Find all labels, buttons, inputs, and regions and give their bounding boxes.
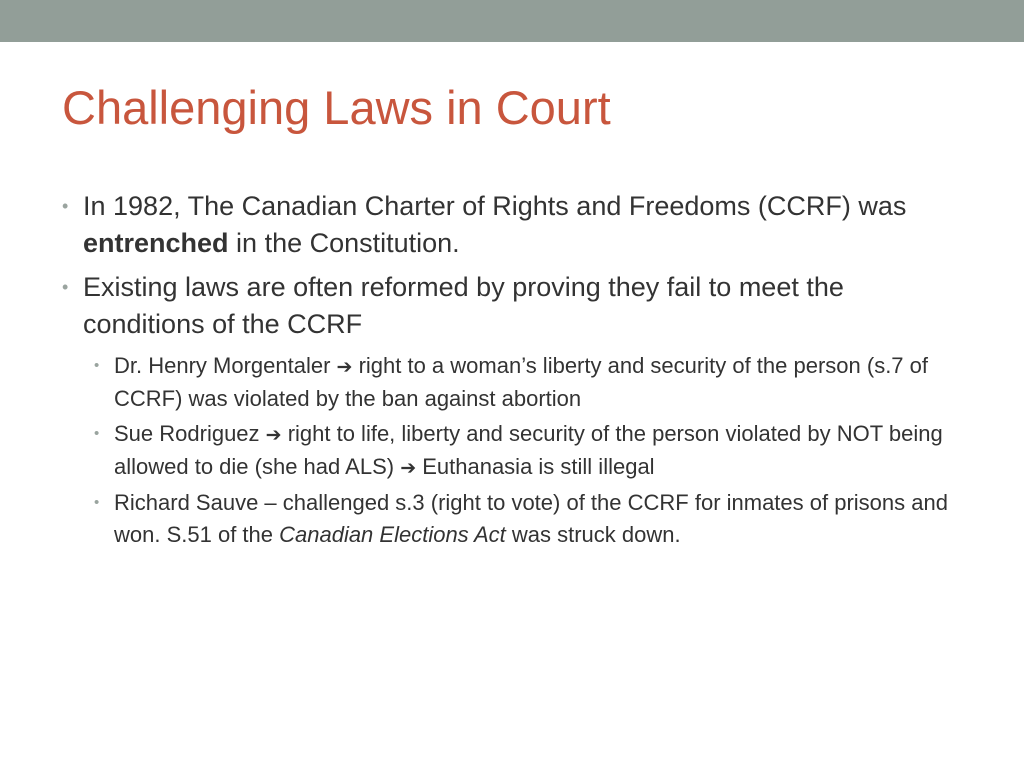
bullet-icon: • [94, 494, 100, 511]
sub-bullet-text: Dr. Henry Morgentaler [114, 353, 337, 378]
sub-bullet-text: Euthanasia is still illegal [416, 454, 655, 479]
bullet-text: In 1982, The Canadian Charter of Rights and Freedoms (CCRF) was [83, 191, 907, 221]
bullet-icon: • [94, 425, 100, 442]
sub-bullet-text: right to life, liberty and security of the person violated by NOT being allowed to die (she had ALS) [114, 421, 943, 479]
bullet-text: Existing laws are often reformed by proving they fail to meet the conditions of the CCRF [83, 272, 844, 339]
bullet-icon: • [94, 357, 100, 374]
right-arrow-icon: ➔ [336, 356, 353, 378]
slide-body [62, 188, 972, 554]
bullet-icon: • [62, 277, 69, 297]
sub-bullet-text: Richard Sauve – challenged s.3 (right to vote) of the CCRF for inmates of prisons and won. S.51 of the [114, 490, 948, 547]
right-arrow-icon: ➔ [265, 424, 282, 446]
sub-bullet-sauve [94, 487, 972, 551]
slide-title: Challenging Laws in Court [62, 81, 611, 134]
sub-bullet-text: was struck down. [505, 522, 681, 547]
top-color-band [0, 0, 1024, 42]
bullet-item-1 [62, 188, 972, 262]
sub-bullet-rodriguez [94, 418, 972, 484]
bullet-text: in the Constitution. [228, 228, 460, 258]
bullet-icon: • [62, 196, 69, 216]
bold-term: entrenched [83, 228, 229, 258]
sub-bullet-text: right to a woman’s liberty and security of the person (s.7 of CCRF) was violated by the ban against abortion [114, 353, 928, 411]
sub-bullet-text: Sue Rodriguez [114, 421, 266, 446]
bullet-item-2 [62, 269, 972, 343]
right-arrow-icon: ➔ [400, 457, 417, 479]
sub-bullet-morgentaler [94, 350, 972, 415]
italic-act-name: Canadian Elections Act [279, 522, 506, 547]
